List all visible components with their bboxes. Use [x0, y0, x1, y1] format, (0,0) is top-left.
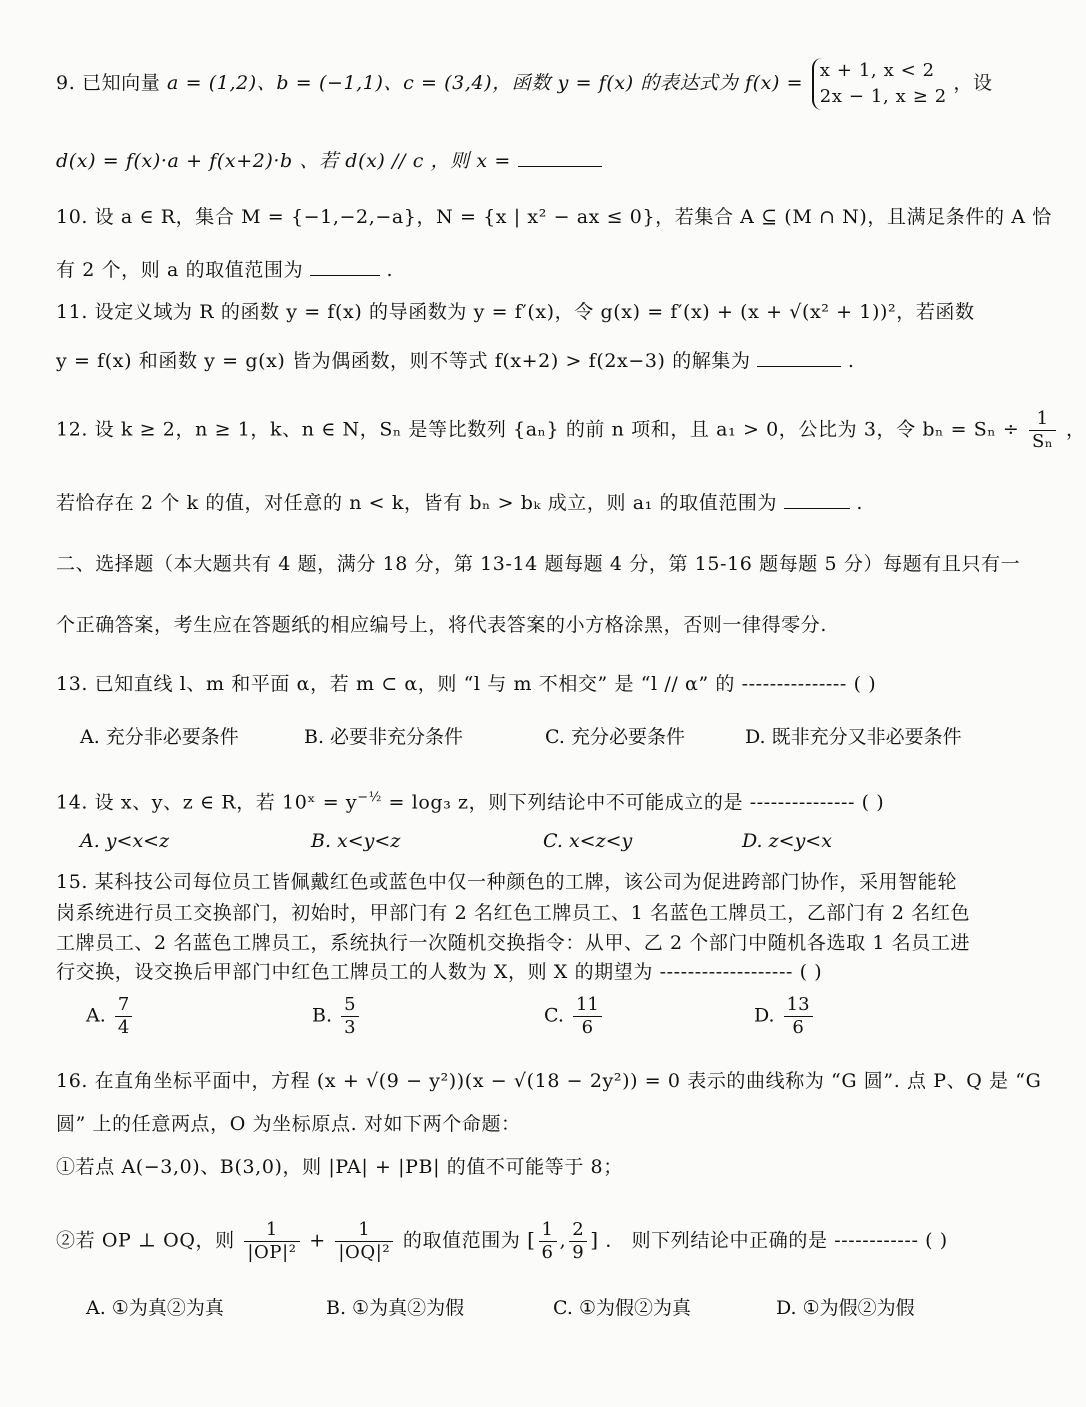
q16-option-a[interactable]: A. ①为真②为真 [86, 1297, 224, 1319]
q15-option-c-label: C. [544, 1004, 564, 1027]
q13-option-d[interactable]: D. 既非充分又非必要条件 [745, 726, 962, 748]
q12-line2 [56, 488, 863, 517]
q14-stem-prefix: 14. 设 x、y、z ∈ R，若 10ˣ = y [56, 791, 358, 814]
q12-line2-end: . [856, 492, 864, 514]
q9-piecewise [812, 58, 947, 110]
q15-option-c-fraction [573, 994, 602, 1039]
q12-line2-text: 若恰存在 2 个 k 的值，对任意的 n < k，皆有 bₙ > bₖ 成立，则 a₁ 的取值范围为 [56, 492, 778, 514]
q10-answer-blank[interactable] [310, 255, 380, 276]
q16-range-low [539, 1219, 557, 1264]
q14-exponent: −½ [357, 790, 382, 805]
q16-range-low-num: 1 [539, 1219, 557, 1242]
q15-option-a-fraction [115, 994, 132, 1039]
q15-option-b-den: 3 [344, 1017, 356, 1038]
section2-line1: 二、选择题（本大题共有 4 题，满分 18 分，第 13-14 题每题 4 分，第 15-16 题每题 5 分）每题有且只有一 [56, 553, 1021, 575]
q15-option-a-label: A. [86, 1004, 106, 1027]
q12-line1-text: 12. 设 k ≥ 2，n ≥ 1，k、n ∈ N，Sₙ 是等比数列 {aₙ} 的前 n 项和，且 a₁ > 0，公比为 3，令 bₙ = Sₙ ÷ [56, 418, 1020, 441]
q13-option-b[interactable]: B. 必要非充分条件 [304, 726, 464, 748]
q11-line2-text: y = f(x) 和函数 y = g(x) 皆为偶函数，则不等式 f(x+2) > f(2x−3) 的解集为 [56, 350, 751, 372]
q16-range-text: 的取值范围为 [402, 1229, 521, 1252]
q11-line2-end: . [847, 350, 855, 372]
q15-option-a-den: 4 [117, 1017, 130, 1038]
q16-line2: 圆” 上的任意两点，O 为坐标原点. 对如下两个命题： [56, 1113, 521, 1135]
q16-line4-prefix: ②若 OP ⊥ OQ，则 [56, 1229, 235, 1252]
q16-range-high-den: 9 [572, 1242, 585, 1263]
q12-fraction [1029, 408, 1056, 453]
q10-line2-text: 有 2 个，则 a 的取值范围为 [56, 259, 304, 281]
q14-option-d[interactable]: D. z<y<x [742, 830, 832, 852]
q16-plus: + [309, 1229, 326, 1252]
q10-line2-end: . [386, 259, 394, 281]
q16-range-high [569, 1219, 587, 1264]
q13-option-a[interactable]: A. 充分非必要条件 [80, 726, 239, 748]
q12-answer-blank[interactable] [784, 488, 850, 509]
q15-option-a-num: 7 [115, 994, 132, 1017]
q16-range-high-num: 2 [569, 1219, 587, 1242]
q16-frac-oq [335, 1219, 393, 1264]
q16-bracket-close: ] [590, 1227, 599, 1252]
q15-option-b-fraction [341, 994, 358, 1039]
q10-line1: 10. 设 a ∈ R，集合 M = {−1,−2,−a}，N = {x | x² − ax ≤ 0}，若集合 A ⊆ (M ∩ N)，且满足条件的 A 恰 [56, 206, 1052, 228]
q15-option-d-den: 6 [792, 1017, 804, 1038]
q15-option-b-label: B. [312, 1004, 333, 1027]
q16-line3: ①若点 A(−3,0)、B(3,0)，则 |PA| + |PB| 的值不可能等于 8； [56, 1156, 623, 1178]
section2-line2: 个正确答案，考生应在答题纸的相应编号上，将代表答案的小方格涂黑，否则一律得零分. [56, 614, 828, 636]
q15-line1: 15. 某科技公司每位员工皆佩戴红色或蓝色中仅一种颜色的工牌，该公司为促进跨部门协作，采用智能轮 [56, 871, 958, 893]
q9-vectors: a = (1,2)、b = (−1,1)、c = (3,4)，函数 y = f(x) 的表达式为 f(x) = [167, 72, 804, 94]
q13-option-c[interactable]: C. 充分必要条件 [545, 726, 685, 748]
q12-line1-suffix: ， [1065, 418, 1086, 441]
q9-suffix: ，设 [953, 72, 993, 94]
q16-frac-op-num: 1 [244, 1219, 299, 1242]
q15-option-c[interactable] [544, 994, 605, 1039]
q16-frac-op [244, 1219, 299, 1264]
q16-option-d[interactable]: D. ①为假②为假 [776, 1297, 915, 1319]
q16-frac-oq-num: 1 [335, 1219, 393, 1242]
q16-option-c[interactable]: C. ①为假②为真 [553, 1297, 691, 1319]
q12-line1 [56, 408, 1086, 453]
q14-stem [56, 784, 884, 816]
q15-option-b[interactable] [312, 994, 362, 1039]
q15-option-d[interactable] [754, 994, 816, 1039]
q16-range-low-den: 6 [541, 1242, 554, 1263]
q16-bracket-open: [ [527, 1227, 536, 1252]
q9-prefix: 9. 已知向量 [56, 72, 161, 94]
q15-line2: 岗系统进行员工交换部门，初始时，甲部门有 2 名红色工牌员工、1 名蓝色工牌员工，乙部门有 2 名红色 [56, 902, 971, 924]
q16-frac-oq-den: |OQ|² [338, 1242, 391, 1263]
q15-option-c-num: 11 [573, 994, 602, 1017]
q9-answer-blank[interactable] [518, 146, 602, 167]
q16-line4-suffix: ． 则下列结论中正确的是 ------------ ( ) [605, 1229, 948, 1252]
q16-frac-op-den: |OP|² [247, 1242, 297, 1263]
q12-frac-num: 1 [1029, 408, 1056, 431]
q14-option-c[interactable]: C. x<z<y [543, 830, 633, 852]
q15-option-a[interactable] [86, 994, 135, 1039]
q10-line2 [56, 255, 393, 284]
q11-answer-blank[interactable] [757, 346, 841, 367]
q16-line1: 16. 在直角坐标平面中，方程 (x + √(9 − y²))(x − √(18 − 2y²)) = 0 表示的曲线称为 “G 圆”. 点 P、Q 是 “G [56, 1070, 1042, 1092]
q15-line4: 行交换，设交换后甲部门中红色工牌员工的人数为 X，则 X 的期望为 ------------------- ( ) [56, 961, 823, 983]
q15-option-c-den: 6 [581, 1017, 594, 1038]
q14-option-b[interactable]: B. x<y<z [311, 830, 401, 852]
q14-option-a[interactable]: A. y<x<z [80, 830, 170, 852]
q15-option-b-num: 5 [341, 994, 358, 1017]
q12-frac-den: Sₙ [1032, 431, 1054, 452]
q16-line4: ②若 OP ⊥ OQ，则 $\frac{1}{\text{|OP|²}}$ + $\frac{1}{\text{|OQ|²}}$ 的取值范围为 [ $\frac{1}{6}$ , $\frac{2}{9}$ ] ． 则下列结论中正确的是 ------------ ( ) [56, 1219, 948, 1263]
q11-line2 [56, 346, 855, 375]
q15-line3: 工牌员工、2 名蓝色工牌员工，系统执行一次随机交换指令：从甲、乙 2 个部门中随机各选取 1 名员工进 [56, 932, 971, 954]
q11-line1: 11. 设定义域为 R 的函数 y = f(x) 的导函数为 y = f′(x)，令 g(x) = f′(x) + (x + √(x² + 1))²，若函数 [56, 301, 975, 323]
q9-piece-top: x + 1, x < 2 [819, 60, 935, 81]
q14-stem-suffix: = log₃ z，则下列结论中不可能成立的是 --------------- ( ) [381, 791, 885, 814]
q9-piece-bottom: 2x − 1, x ≥ 2 [819, 86, 947, 107]
q13-stem: 13. 已知直线 l、m 和平面 α，若 m ⊂ α，则 “l 与 m 不相交” 是 “l // α” 的 --------------- ( ) [56, 673, 877, 695]
q16-option-b[interactable]: B. ①为真②为假 [326, 1297, 465, 1319]
q9-condition: d(x) = f(x)·a + f(x+2)·b 、若 d(x) // c ，则 x = [56, 150, 518, 172]
q9-line1 [56, 58, 993, 110]
q15-option-d-label: D. [754, 1004, 775, 1027]
q15-option-d-fraction [784, 994, 813, 1039]
q15-option-d-num: 13 [784, 994, 813, 1017]
q9-line2 [56, 146, 602, 175]
